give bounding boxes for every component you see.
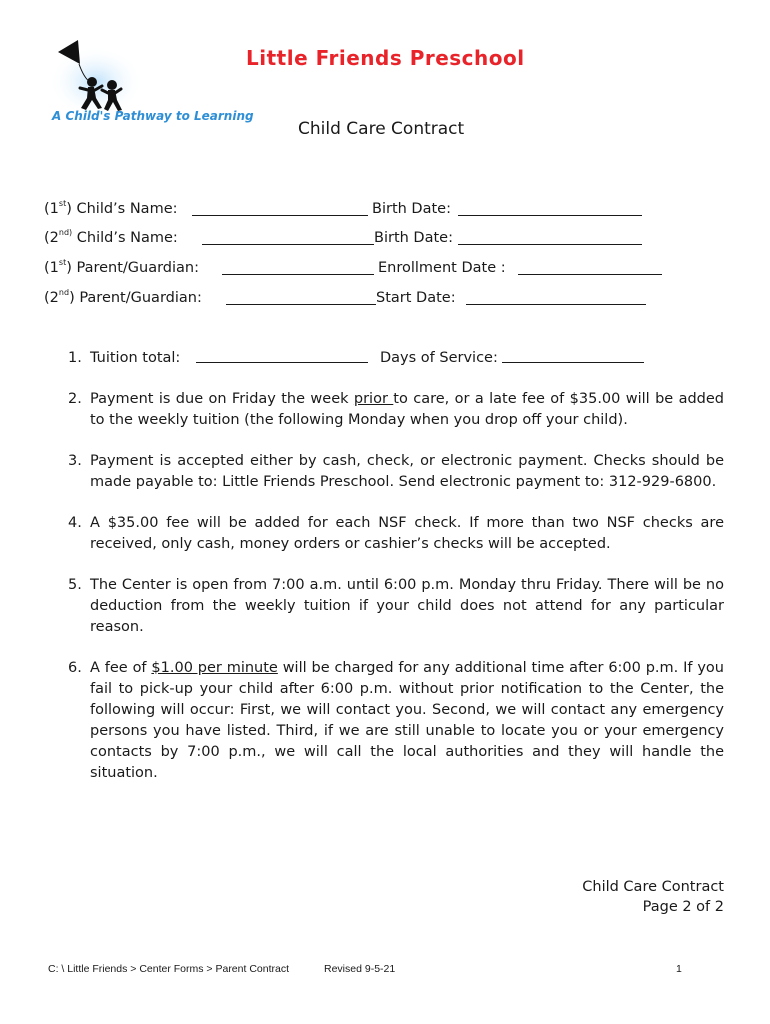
days-of-service-line[interactable] [502, 348, 644, 370]
field-row-second-child: ($2^{nd)}$ Child’s Name: Birth Date: [44, 230, 664, 250]
file-path: C: \ Little Friends > Center Forms > Parent Contract [48, 963, 290, 975]
field-row-first-child: (1st) Child’s Name: Birth Date: [44, 201, 664, 221]
first-child-name-line[interactable] [192, 201, 368, 216]
term-item-3: 3. Payment is accepted either by cash, check, or electronic payment. Checks should be made payable to: Little Friends Preschool. Send electronic payment to: 312-929-6800. [68, 453, 724, 490]
term-item-4: 4. A $35.00 fee will be added for each NSF check. If more than two NSF checks are received, only cash, money orders or cashier’s checks will be accepted. [68, 515, 724, 552]
term-item-2: 2. Payment is due on Friday the week prior to care, or a late fee of $35.00 will be added to the weekly tuition (the following Monday when you drop off your child). [68, 391, 724, 428]
page-count: Page 2 of 2 [642, 899, 724, 915]
birth-date-label: Birth Date: [372, 201, 451, 217]
school-name: Little Friends Preschool [246, 46, 525, 70]
school-tagline: A Child's Pathway to Learning [52, 109, 254, 123]
start-date-label: Start Date: [376, 290, 456, 306]
field-row-second-parent: (2nd) Parent/Guardian: Start Date: [44, 290, 664, 310]
term-item-1: 1. Tuition total: Days of Service: [90, 348, 724, 369]
school-logo [50, 38, 150, 116]
enrollment-date-label: Enrollment Date : [378, 260, 506, 276]
tuition-total-label: Tuition total: [90, 350, 181, 366]
revision-date: Revised 9-5-21 [324, 963, 396, 975]
contract-terms-list [68, 348, 724, 804]
term-item-6: 6. A fee of $1.00 per minute will be charged for any additional time after 6:00 p.m. If you fail to pick-up your child after 6:00 p.m. without prior notification to the Center, the following will occur: First, we will contact you. Second, we will contact any emergency persons you have listed. Third, if we are still unable to locate you or your emergency contacts by 7:00 p.m., we will call the local authorities and they will handle the situation. [68, 660, 724, 781]
days-of-service-label: Days of Service: [380, 350, 498, 366]
page-info [582, 877, 724, 917]
page-number: 1 [676, 963, 682, 975]
birth-date-label: Birth Date: [374, 230, 453, 246]
field-row-first-parent: (1st) Parent/Guardian: Enrollment Date : [44, 260, 684, 280]
contract-label: Child Care Contract [582, 879, 724, 895]
document-title: Child Care Contract [298, 119, 465, 139]
term-item-5: 5. The Center is open from 7:00 a.m. until 6:00 p.m. Monday thru Friday. There will be no deduction from the weekly tuition if your child does not attend for any particular reason. [68, 577, 724, 635]
tuition-total-line[interactable] [196, 348, 368, 370]
